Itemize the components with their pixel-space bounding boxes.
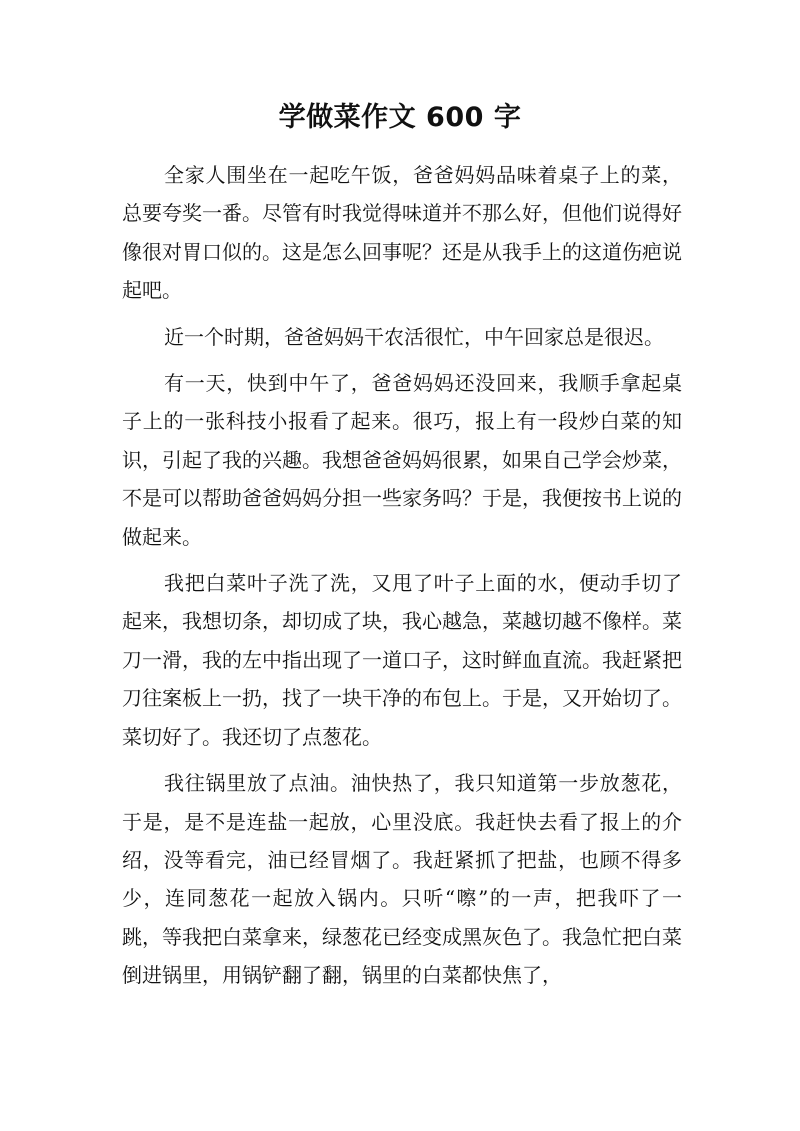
paragraph-4: 我把白菜叶子洗了洗，又甩了叶子上面的水，便动手切了起来，我想切条，却切成了块，我心越急，菜越切越不像样。菜刀一滑，我的左中指出现了一道口子，这时鲜血直流。我赶紧把刀往案板上一扔，找了一块干净的布包上。于是，又开始切了。菜切好了。我还切了点葱花。 bbox=[122, 571, 682, 749]
paragraph-1: 全家人围坐在一起吃午饭，爸爸妈妈品味着桌子上的菜，总要夸奖一番。尽管有时我觉得味道并不那么好，但他们说得好像很对胃口似的。这是怎么回事呢？还是从我手上的这道伤疤说起吧。 bbox=[122, 163, 682, 303]
paragraph-3: 有一天，快到中午了，爸爸妈妈还没回来，我顺手拿起桌子上的一张科技小报看了起来。很巧，报上有一段炒白菜的知识，引起了我的兴趣。我想爸爸妈妈很累，如果自己学会炒菜，不是可以帮助爸爸妈妈分担一些家务吗？于是，我便按书上说的做起来。 bbox=[122, 371, 682, 549]
essay-body bbox=[122, 156, 682, 1003]
document-title: 学做菜作文 600 字 bbox=[278, 102, 522, 133]
paragraph-5: 我往锅里放了点油。油快热了，我只知道第一步放葱花，于是，是不是连盐一起放，心里没底。我赶快去看了报上的介绍，没等看完，油已经冒烟了。我赶紧抓了把盐，也顾不得多少，连同葱花一起放入锅内。只听“嚓”的一声，把我吓了一跳，等我把白菜拿来，绿葱花已经变成黑灰色了。我急忙把白菜倒进锅里，用锅铲翻了翻，锅里的白菜都快焦了， bbox=[122, 771, 682, 988]
paragraph-2: 近一个时期，爸爸妈妈干农活很忙，中午回家总是很迟。 bbox=[164, 324, 664, 349]
